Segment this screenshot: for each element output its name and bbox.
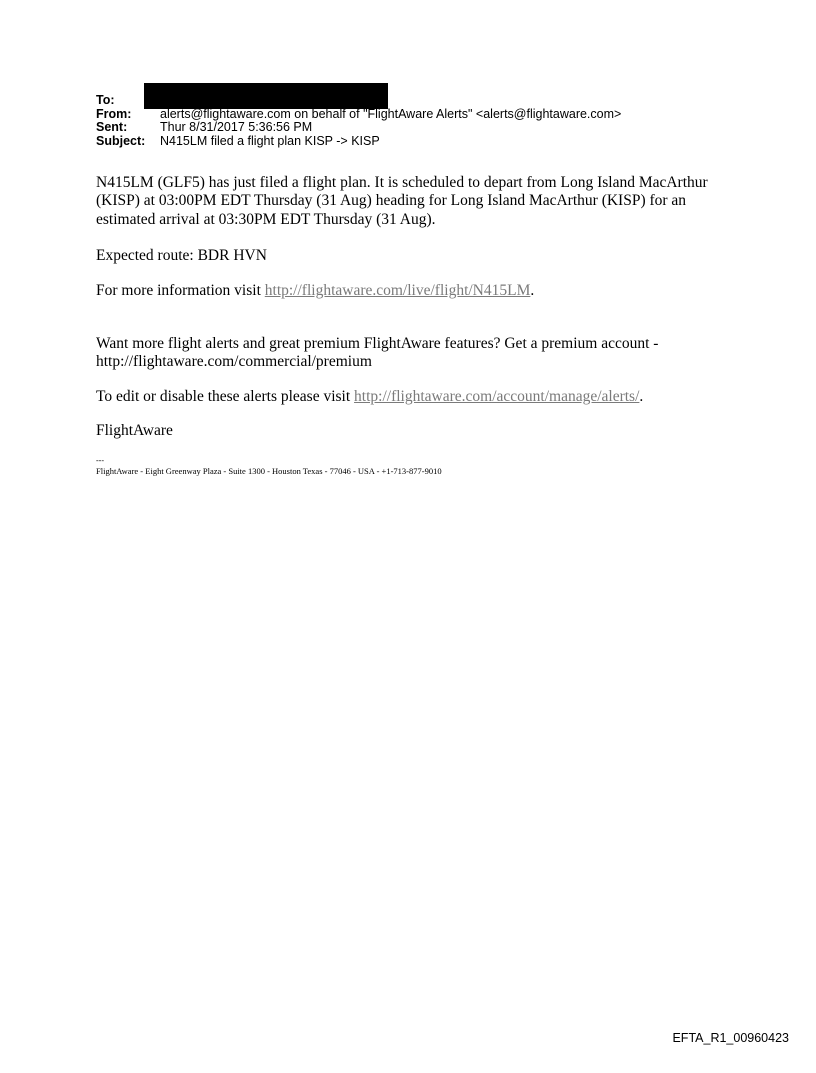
- manage-alerts-prefix: To edit or disable these alerts please visit: [96, 388, 355, 405]
- to-row: [96, 94, 621, 108]
- to-label: To:: [96, 93, 115, 107]
- sent-value: Thur 8/31/2017 5:36:56 PM: [160, 120, 313, 134]
- sent-label: Sent:: [96, 120, 128, 134]
- email-header: [96, 94, 621, 148]
- more-info-prefix: For more information visit: [96, 282, 265, 299]
- subject-row: [96, 135, 621, 149]
- flight-tracking-link[interactable]: http://flightaware.com/live/flight/N415LM: [264, 282, 531, 299]
- subject-value: N415LM filed a flight plan KISP -> KISP: [160, 133, 380, 148]
- expected-route-paragraph: Expected route: BDR HVN: [96, 247, 267, 264]
- subject-label: Subject:: [96, 133, 146, 148]
- from-label: From:: [96, 106, 132, 121]
- bates-number: EFTA_R1_00960423: [672, 1031, 789, 1045]
- flight-plan-paragraph: N415LM (GLF5) has just filed a flight plan. It is scheduled to depart from Long Island MacArthur (KISP) at 03:00PM EDT Thursday (31 Aug) heading for Long Island MacArthur (KISP) for an estimated arrival at 03:30PM EDT Thursday (31 Aug).: [96, 174, 708, 228]
- from-value: alerts@flightaware.com on behalf of "FlightAware Alerts" <alerts@flightaware.com>: [160, 106, 622, 121]
- footer-separator: ---: [96, 456, 104, 465]
- signature: FlightAware: [96, 422, 173, 439]
- more-info-paragraph: [96, 282, 716, 300]
- more-info-suffix: .: [530, 282, 535, 299]
- from-row: [96, 108, 621, 122]
- manage-alerts-paragraph: [96, 388, 716, 406]
- sent-row: [96, 121, 621, 135]
- premium-promo-paragraph: Want more flight alerts and great premium FlightAware features? Get a premium account - http://flightaware.com/commercial/premium: [96, 335, 659, 371]
- footer-address: FlightAware - Eight Greenway Plaza - Suite 1300 - Houston Texas - 77046 - USA - +1-713-877-9010: [96, 466, 442, 476]
- manage-alerts-link[interactable]: http://flightaware.com/account/manage/alerts/: [354, 388, 640, 405]
- manage-alerts-suffix: .: [639, 388, 644, 405]
